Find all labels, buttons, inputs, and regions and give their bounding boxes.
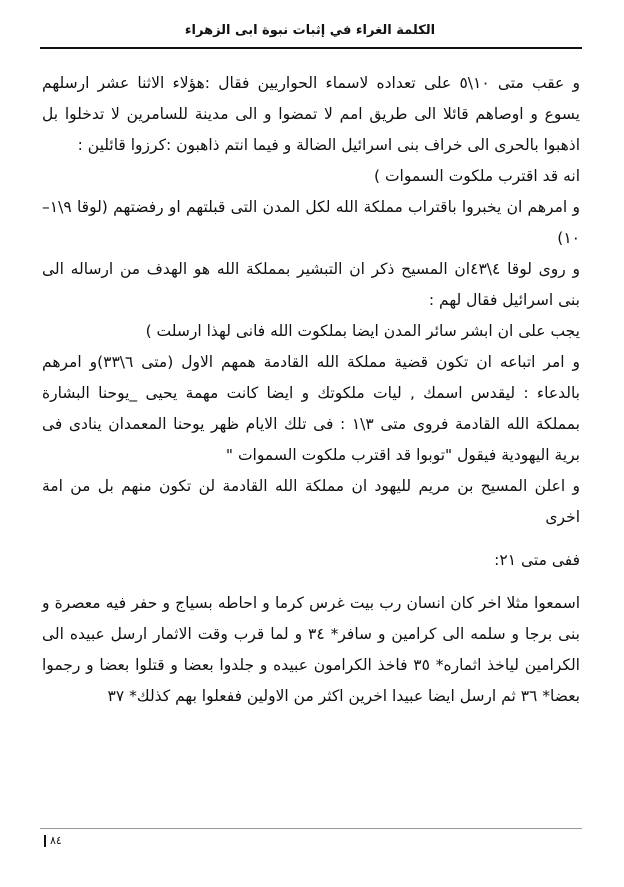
footer-rule xyxy=(40,828,582,829)
paragraph-luke-4-43: و روى لوقا ٤\٤٣ان المسيح ذكر ان التبشير بمملكة الله هو الهدف من ارساله الى بنى اسرائيل فقال لهم : xyxy=(42,260,581,309)
running-header: الكلمة الغراء في إثبات نبوة ابى الزهراء xyxy=(184,23,436,38)
header-rule xyxy=(40,47,582,49)
paragraph-kingdom-other-nation: و اعلن المسيح بن مريم لليهود ان مملكة الله القادمة لن تكون منهم بل من امة اخرى xyxy=(42,477,580,526)
paragraph-matthew-6-33: و امر اتباعه ان تكون قضية مملكة الله القادمة همهم الاول (متى ٦\٣٣)و امرهم بالدعاء : ليقدس اسمك , ليات ملكوتك و ايضا كانت مهمة يحيى _يوحنا البشارة بمملكة الله القادمة فروى متى ٣\١ : فى تلك الايام ظهر يوحنا المعمدان ينادى فى برية اليهودية فيقول "توبوا قد اقترب ملكوت السموات " xyxy=(42,353,580,464)
page-number-value: ٨٤ xyxy=(50,834,62,847)
page-number-bar xyxy=(44,835,46,847)
paragraph-matthew-10-5: و عقب متى ١٠\٥ على تعداده لاسماء الحواريين فقال :هؤلاء الاثنا عشر ارسلهم يسوع و اوصاهم قائلا الى طريق امم لا تمضوا و الى مدينة للسامرين لا تدخلوا بل اذهبوا بالحرى الى خراف بنى اسرائيل الضالة و فيما انتم ذاهبون :كرزوا قائلين : xyxy=(42,74,580,154)
quote-preach-cities: يجب على ان ابشر سائر المدن ايضا بملكوت الله فانى لهذا ارسلت ) xyxy=(145,322,580,340)
paragraph-luke-9: و امرهم ان يخبروا باقتراب مملكة الله لكل المدن التى قبلتهم او رفضتهم (لوقا ٩\١–١٠) xyxy=(42,198,580,247)
body-text xyxy=(42,68,580,712)
quote-kingdom-near: انه قد اقترب ملكوت السموات ) xyxy=(373,167,580,185)
paragraph-vineyard-parable: اسمعوا مثلا اخر كان انسان رب بيت غرس كرما و احاطه بسياج و حفر فيه معصرة و بنى برجا و سلمه الى كرامين و سافر* ٣٤ و لما قرب وقت الاثمار ارسل عبيده الى الكرامين لياخذ اثماره* ٣٥ فاخذ الكرامون عبيده و جلدوا بعضا و قتلوا بعضا و رجموا بعضا* ٣٦ ثم ارسل ايضا عبيدا اخرين اكثر من الاولين ففعلوا بهم كذلك* ٣٧ xyxy=(42,594,580,705)
paragraph-matthew-21: ففى متى ٢١: xyxy=(494,551,580,569)
page-number xyxy=(44,832,62,850)
